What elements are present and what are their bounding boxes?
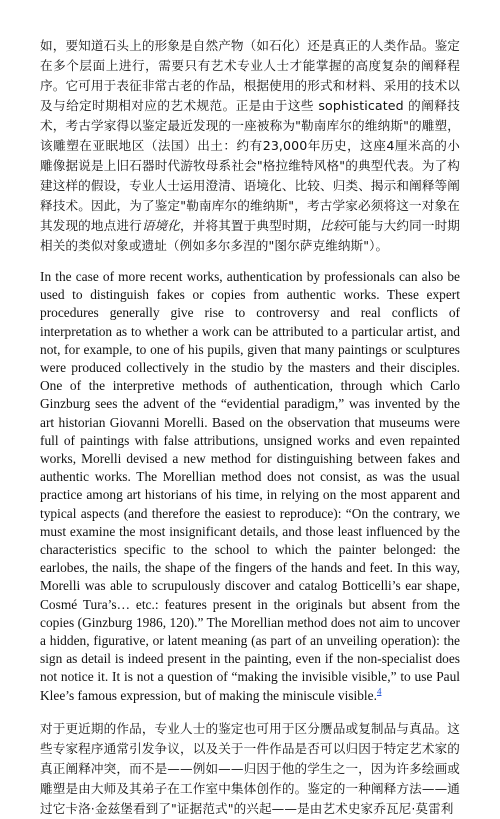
paragraph3-text: 对于更近期的作品，专业人士的鉴定也可用于区分赝品或复制品与真品。这些专家程序通常引发争议，以及关于一件作品是否可以归因于特定艺术家的真正阐释冲突，而不是——例如——归因于他的学生之一，因为许多绘画或雕塑是由大师及其弟子在工作室中集体创作的。鉴定的一种阐释方法——通过它卡洛·金兹堡看到了"证据范式"的兴起——是由艺术史家乔瓦尼·莫雷利 xyxy=(40,720,460,816)
paragraph1-italic-contextualize: 语境化 xyxy=(141,218,181,233)
paragraph2-text: In the case of more recent works, authentication by professionals can also be used to distinguish fakes or copies from authentic works. These expert procedures generally give rise to controversy and real conflicts of interpretation as to whether a work can be attributed to a particular artist, and not, for example, to one of his pupils, given that many paintings or sculptures were produced collectively in the studio by the masters and their disciples. One of the interpretive methods of authentication, through which Carlo Ginzburg sees the advent of the “evidential paradigm,” was invented by the art historian Giovanni Morelli. Based on the observation that museums were full of paintings with false attributions, unsigned works and even repainted works, Morelli devised a new method for distinguishing between fakes and authentic works. The Morellian method does not consist, as was the usual practice among art historians of his time, in relying on the most apparent and typical aspects (and therefore the easiest to reproduce): “On the contrary, we must examine the most insignificant details, and those least influenced by the characteristics specific to the school to which the painter belonged: the earlobes, the nails, the shape of the fingers of the hands and feet. In this way, Morelli was able to scrupulously discover and catalog Botticelli’s ear shape, Cosmé Tura’s… etc.: features present in the originals but absent from the copies (Ginzburg 1986, 120).” The Morellian method does not aim to uncover a hidden, figurative, or latent meaning (as part of an unveiling operation): the sign as detail is indeed present in the painting, even if the non-specialist does not notice it. It is not a question of “making the invisible visible,” to use Paul Klee’s famous expression, but of making the miniscule visible. xyxy=(40,269,460,703)
paragraph1-text-part1: 如，要知道石头上的形象是自然产物（如石化）还是真正的人类作品。鉴定在多个层面上进行，需要只有艺术专业人士才能掌握的高度复杂的阐释程序。它可用于表征非常古老的作品，根据使用的形式和材料、采用的技术以及与给定时期相对应的艺术规范。正是由于这些 sophisticated 的阐释技术，考古学家得以鉴定最近发现的一座被称为"勒南库尔的维纳斯"的雕塑，该雕塑在亚眠地区（法国）出土：约有23,000年历史，这座4厘米高的小雕像据说是上旧石器时代游牧母系社会"格拉维特风格"的典型代表。为了构建这样的假设，专业人士运用澄清、语境化、比较、归类、揭示和阐释等阐释技术。因此，为了鉴定"勒南库尔的维纳斯"，考古学家必须将这一对象在其发现的地点进行 xyxy=(40,38,460,233)
paragraph1-text-part3: 可能与大约同一时期相关的类似对象或遗址（例如多尔多涅的"图尔萨克维纳斯"）。 xyxy=(40,218,460,253)
paragraph1-italic-compare: 比较 xyxy=(320,218,346,233)
paragraph-chinese-morelli xyxy=(40,719,460,819)
paragraph1-text-part2: ，并将其置于典型时期， xyxy=(180,218,321,233)
paragraph-chinese-authentication xyxy=(40,36,460,256)
footnote-link[interactable]: 4 xyxy=(376,686,382,697)
paragraph-english-morelli xyxy=(40,268,460,705)
